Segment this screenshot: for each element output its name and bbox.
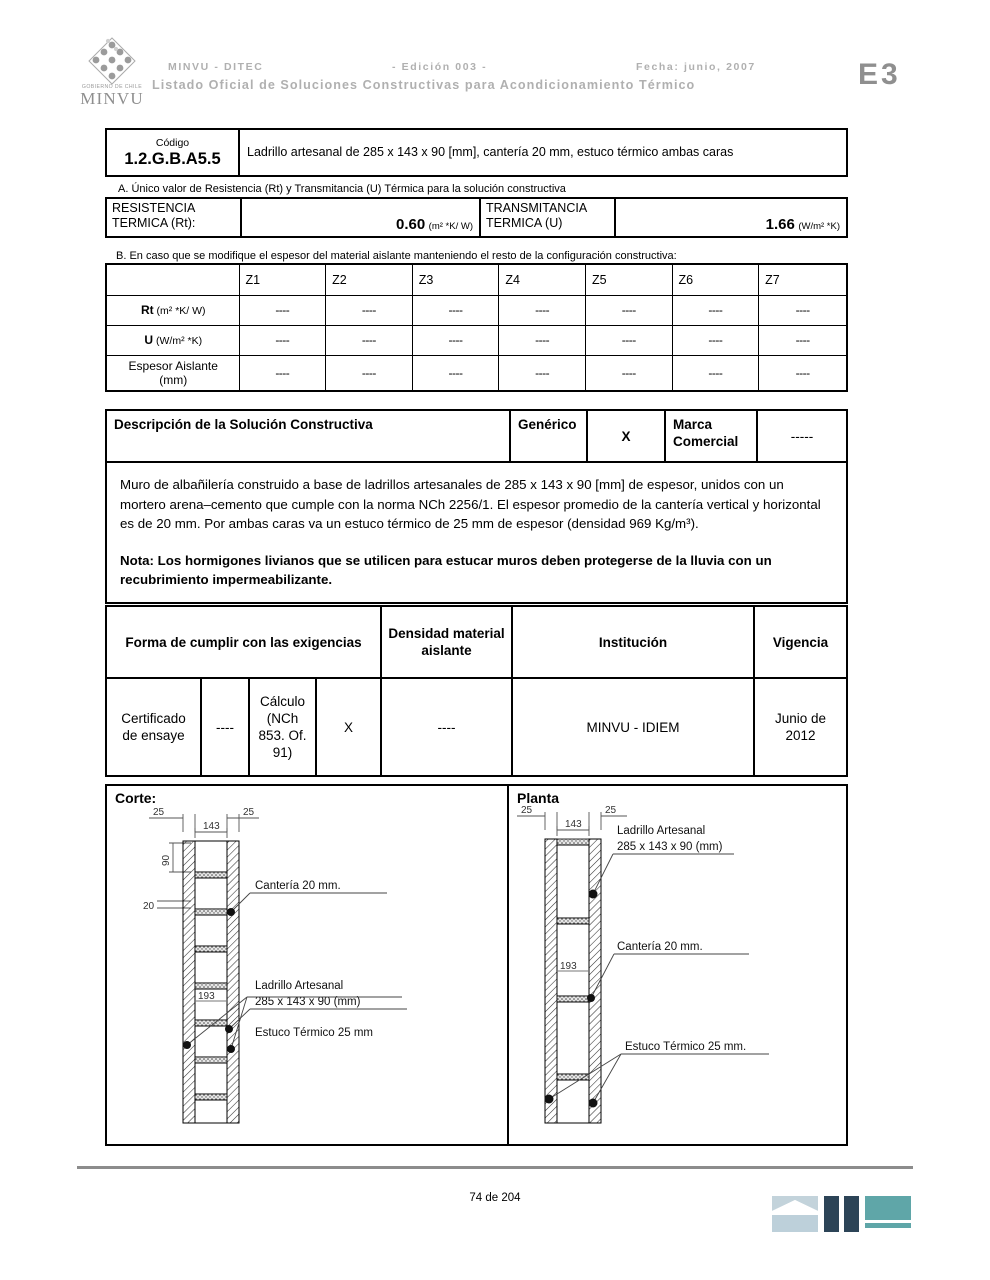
codigo-label: Código bbox=[155, 136, 190, 149]
rt-label-line2: TERMICA (Rt): bbox=[112, 216, 196, 230]
planta-leader-ladrillo bbox=[593, 854, 734, 894]
zonas-rt-z2: ---- bbox=[326, 295, 413, 325]
planta-label-canteria: Cantería 20 mm. bbox=[617, 941, 703, 953]
descripcion-header-row bbox=[106, 410, 847, 462]
corte-leader-dot-ladrillo bbox=[225, 1025, 233, 1033]
header-meta-line bbox=[0, 61, 860, 75]
zonas-table bbox=[105, 263, 848, 392]
zonas-espesor-text: Espesor Aislante (mm) bbox=[128, 358, 218, 387]
header-edition: - Edición 003 - bbox=[392, 61, 488, 73]
header-section-code: E3 bbox=[858, 58, 901, 91]
corte-label-ladrillo-2: 285 x 143 x 90 (mm) bbox=[255, 996, 361, 1008]
corte-dim-inner: 193 bbox=[198, 991, 215, 1002]
zonas-header-z4: Z4 bbox=[499, 264, 586, 295]
zonas-u-z1: ---- bbox=[239, 325, 326, 355]
planta-label-ladrillo-1: Ladrillo Artesanal bbox=[617, 825, 706, 837]
minvu-logo-sublabel: GOBIERNO DE CHILE bbox=[81, 84, 143, 90]
u-value-cell bbox=[615, 198, 847, 237]
cumplimiento-data-row bbox=[106, 678, 847, 776]
cumplimiento-calculo-label: Cálculo (NCh 853. Of. 91) bbox=[249, 678, 316, 776]
codigo-description: Ladrillo artesanal de 285 x 143 x 90 [mm], cantería 20 mm, estuco térmico ambas caras bbox=[239, 129, 847, 176]
zonas-header-z1: Z1 bbox=[239, 264, 326, 295]
planta-panel bbox=[509, 786, 845, 1144]
zonas-rt-symbol: Rt bbox=[140, 303, 154, 317]
descripcion-body bbox=[105, 461, 848, 604]
cumplimiento-institucion-value: MINVU - IDIEM bbox=[512, 678, 754, 776]
codigo-row bbox=[106, 129, 847, 176]
rt-value-cell bbox=[241, 198, 480, 237]
zonas-row-espesor bbox=[106, 355, 847, 391]
zonas-espesor-z2: ---- bbox=[326, 355, 413, 391]
zonas-espesor-z4: ---- bbox=[499, 355, 586, 391]
cumplimiento-certificado-label: Certificado de ensaye bbox=[106, 678, 201, 776]
section-b-caption: B. En caso que se modifique el espesor del material aislante manteniendo el resto de la configuración constructiva: bbox=[116, 250, 677, 262]
rt-unit: (m² *K/ W) bbox=[428, 221, 473, 232]
corte-label-estuco: Estuco Térmico 25 mm bbox=[255, 1027, 374, 1039]
zonas-espesor-z1: ---- bbox=[239, 355, 326, 391]
footer-divider bbox=[77, 1166, 913, 1169]
planta-leader-dot-estuco-left bbox=[545, 1095, 554, 1104]
planta-leader-dot-canteria bbox=[587, 994, 595, 1002]
corte-dim-left: 25 bbox=[153, 807, 165, 818]
planta-leader-dot-estuco-right bbox=[589, 1099, 598, 1108]
u-unit: (W/m² *K) bbox=[798, 221, 840, 232]
zonas-header-z3: Z3 bbox=[412, 264, 499, 295]
marca-comercial-value: ----- bbox=[757, 410, 847, 462]
zonas-header-z5: Z5 bbox=[585, 264, 672, 295]
drawings-container bbox=[105, 784, 848, 1146]
zonas-row-espesor-label bbox=[106, 355, 239, 391]
corte-label-canteria: Cantería 20 mm. bbox=[255, 880, 341, 892]
planta-label-estuco: Estuco Térmico 25 mm. bbox=[625, 1041, 747, 1053]
zonas-rt-z4: ---- bbox=[499, 295, 586, 325]
zonas-u-symbol: U bbox=[144, 333, 154, 347]
zonas-u-z3: ---- bbox=[412, 325, 499, 355]
zonas-u-unit: (W/m² *K) bbox=[153, 335, 203, 347]
zonas-u-z5: ---- bbox=[585, 325, 672, 355]
corte-leader-ladrillo bbox=[229, 1009, 407, 1029]
descripcion-paragraph: Muro de albañilería construido a base de ladrillos artesanales de 285 x 143 x 90 [mm] de espesor, unidos con un mortero arena–cemento que cumple con la norma NCh 2256/1. El espesor promedio de la cantería vertical y horizontal es de 20 mm. Por ambas caras va un estuco térmico de 25 mm de espesor (densidad 969 Kg/m³). bbox=[120, 477, 821, 531]
codigo-cell bbox=[106, 129, 239, 176]
generico-mark: X bbox=[587, 410, 665, 462]
u-label-cell bbox=[480, 198, 615, 237]
corte-drawing bbox=[107, 786, 507, 1144]
corte-dim-width: 143 bbox=[203, 821, 220, 832]
zonas-u-z4: ---- bbox=[499, 325, 586, 355]
cumplimiento-header-institucion: Institución bbox=[512, 606, 754, 678]
header-date: Fecha: junio, 2007 bbox=[636, 61, 756, 73]
zonas-header-z2: Z2 bbox=[326, 264, 413, 295]
zonas-u-z2: ---- bbox=[326, 325, 413, 355]
codigo-table bbox=[105, 128, 848, 177]
marca-comercial-label: Marca Comercial bbox=[665, 410, 757, 462]
zonas-espesor-z3: ---- bbox=[412, 355, 499, 391]
zonas-rt-z6: ---- bbox=[672, 295, 759, 325]
cumplimiento-densidad-value: ---- bbox=[381, 678, 512, 776]
rt-label-line1: RESISTENCIA bbox=[112, 201, 196, 215]
zonas-header-z7: Z7 bbox=[759, 264, 847, 295]
planta-leader-canteria bbox=[591, 954, 749, 998]
zonas-row-u bbox=[106, 325, 847, 355]
section-a-caption: A. Único valor de Resistencia (Rt) y Transmitancia (U) Térmica para la solución constructiva bbox=[118, 183, 566, 195]
zonas-espesor-z7: ---- bbox=[759, 355, 847, 391]
footer-logo-icon bbox=[772, 1196, 914, 1240]
rt-label-cell bbox=[106, 198, 241, 237]
zonas-rt-unit: (m² *K/ W) bbox=[153, 305, 206, 317]
corte-dim-joint: 20 bbox=[143, 901, 155, 912]
planta-dim-width: 143 bbox=[565, 819, 582, 830]
cumplimiento-header-forma: Forma de cumplir con las exigencias bbox=[106, 606, 381, 678]
planta-drawing bbox=[509, 786, 843, 1144]
page-header bbox=[0, 0, 990, 115]
corte-title: Corte: bbox=[115, 790, 157, 806]
corte-dim-right: 25 bbox=[243, 807, 255, 818]
zonas-rt-z3: ---- bbox=[412, 295, 499, 325]
planta-dim-inner: 193 bbox=[560, 961, 577, 972]
zonas-header-z6: Z6 bbox=[672, 264, 759, 295]
zonas-espesor-z6: ---- bbox=[672, 355, 759, 391]
zonas-rt-z5: ---- bbox=[585, 295, 672, 325]
corte-label-ladrillo-1: Ladrillo Artesanal bbox=[255, 980, 344, 992]
zonas-u-z6: ---- bbox=[672, 325, 759, 355]
cumplimiento-header-densidad: Densidad material aislante bbox=[381, 606, 512, 678]
zonas-row-rt bbox=[106, 295, 847, 325]
corte-leader-dot-estuco-left bbox=[183, 1041, 191, 1049]
corte-dim-brick-height: 90 bbox=[161, 854, 172, 866]
zonas-rt-z1: ---- bbox=[239, 295, 326, 325]
planta-label-ladrillo-2: 285 x 143 x 90 (mm) bbox=[617, 841, 723, 853]
resistencia-transmitancia-table bbox=[105, 197, 848, 238]
descripcion-header-table bbox=[105, 409, 848, 463]
corte-stucco-left bbox=[183, 841, 195, 1123]
cumplimiento-table bbox=[105, 605, 848, 777]
rt-value: 0.60 bbox=[395, 216, 426, 233]
zonas-row-u-label bbox=[106, 325, 239, 355]
corte-leader-dot-estuco-right bbox=[227, 1045, 235, 1053]
zonas-header-row bbox=[106, 264, 847, 295]
zonas-row-rt-label bbox=[106, 295, 239, 325]
corte-brick-courses bbox=[195, 841, 227, 1123]
rt-u-row bbox=[106, 198, 847, 237]
minvu-logo-label: MINVU bbox=[80, 89, 144, 108]
cumplimiento-header-row bbox=[106, 606, 847, 678]
planta-leader-dot-ladrillo bbox=[589, 890, 598, 899]
zonas-header-blank bbox=[106, 264, 239, 295]
u-label-line1: TRANSMITANCIA bbox=[486, 201, 588, 215]
cumplimiento-certificado-mark: ---- bbox=[201, 678, 249, 776]
footer-blocks-logo bbox=[772, 1196, 914, 1240]
descripcion-note: Nota: Los hormigones livianos que se utilicen para estucar muros deben protegerse de la lluvia con un recubrimiento impermeabilizante. bbox=[120, 552, 772, 587]
u-label-line2: TERMICA (U) bbox=[486, 216, 563, 230]
header-document-title: Listado Oficial de Soluciones Constructivas para Acondicionamiento Térmico bbox=[152, 78, 696, 92]
corte-panel bbox=[107, 786, 509, 1144]
planta-brick-units bbox=[557, 839, 589, 1123]
planta-stucco-left bbox=[545, 839, 557, 1123]
cumplimiento-header-vigencia: Vigencia bbox=[754, 606, 847, 678]
planta-title: Planta bbox=[517, 790, 560, 806]
planta-dim-left: 25 bbox=[521, 805, 533, 816]
footer-page-number: 74 de 204 bbox=[469, 1192, 521, 1204]
descripcion-title: Descripción de la Solución Constructiva bbox=[106, 410, 510, 462]
cumplimiento-vigencia-value: Junio de 2012 bbox=[754, 678, 847, 776]
planta-dim-right: 25 bbox=[605, 805, 617, 816]
corte-leader-dot-canteria bbox=[227, 908, 235, 916]
corte-leader-canteria bbox=[231, 893, 387, 912]
generico-label: Genérico bbox=[510, 410, 587, 462]
cumplimiento-calculo-mark: X bbox=[316, 678, 381, 776]
u-value: 1.66 bbox=[765, 216, 795, 233]
header-org: MINVU - DITEC bbox=[168, 61, 264, 73]
codigo-value: 1.2.G.B.A5.5 bbox=[124, 149, 221, 168]
zonas-rt-z7: ---- bbox=[759, 295, 847, 325]
zonas-espesor-z5: ---- bbox=[585, 355, 672, 391]
zonas-u-z7: ---- bbox=[759, 325, 847, 355]
corte-stucco-right bbox=[227, 841, 239, 1123]
